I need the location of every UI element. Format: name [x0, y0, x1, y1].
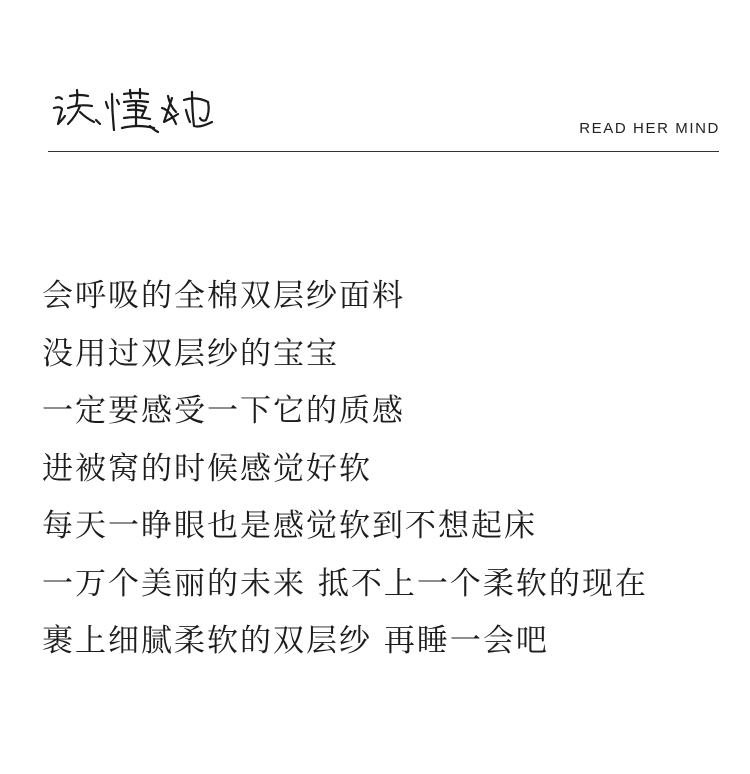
text-line: 一万个美丽的未来 抵不上一个柔软的现在 — [42, 565, 648, 602]
text-line: 没用过双层纱的宝宝 — [42, 335, 339, 372]
header — [0, 0, 750, 160]
text-line: 每天一睁眼也是感觉软到不想起床 — [42, 508, 537, 544]
body-text — [42, 268, 742, 671]
header-subtitle: READ HER MIND — [579, 120, 720, 137]
text-line: 进被窝的时候感觉好软 — [42, 450, 372, 487]
text-line: 会呼吸的全棉双层纱面料 — [42, 278, 405, 314]
header-divider — [48, 151, 719, 152]
text-line: 裹上细腻柔软的双层纱 再睡一会吧 — [42, 623, 549, 659]
text-line: 一定要感受一下它的质感 — [42, 393, 405, 429]
calligraphy-logo — [50, 82, 220, 142]
